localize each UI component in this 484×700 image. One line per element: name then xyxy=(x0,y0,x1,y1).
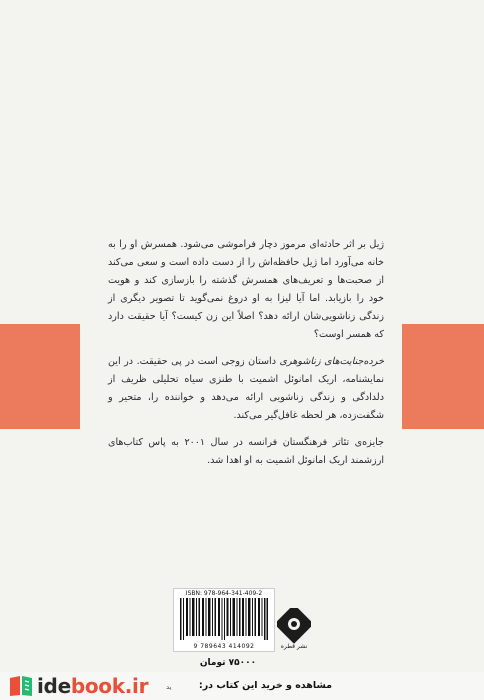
publisher-name: نشر قطره xyxy=(280,643,308,650)
barcode-digits: 9 789643 414092 xyxy=(193,643,255,650)
description-paragraph-2-text: داستان زوجی است در پی حقیقت. در این نمایشنامه، اریک امانوئل اشمیت با طنزی سیاه تحلیلی ظریف از دلدادگی و زندگی زناشویی ارائه می‌دهد و خواننده را، متحیر و شگفت‌زده، هر لحظه غافل‌گیر می‌کند. xyxy=(108,356,384,421)
book-title-inline: خرده‌جنایت‌های زناشوهری xyxy=(279,356,384,367)
site-name[interactable]: idebook.ir xyxy=(37,674,149,698)
description-paragraph-1: ژیل بر اثر حادثه‌ای مرموز دچار فراموشی می‌شود. همسرش او را به خانه می‌آورد اما ژیل حافظه‌اش را از دست داده است و سعی می‌کند از صحبت‌ها و تعریف‌های همسرش گذشته را بازسازی کند و هویت خود را بازیابد. اما آیا لیزا به او دروغ نمی‌گوید تا تصویر دیگری از زندگی زناشویی‌شان ارائه دهد؟ اصلاً این زن کیست؟ آیا حقیقت دارد که همسر اوست؟ xyxy=(108,239,384,340)
description-paragraph-2 xyxy=(108,353,384,425)
site-logo[interactable] xyxy=(8,673,148,699)
accent-band-left xyxy=(0,324,80,429)
book-icon xyxy=(8,674,34,698)
footer-cta-tail: ید xyxy=(166,683,172,691)
book-description xyxy=(108,236,384,479)
footer-cta[interactable]: مشاهده و خرید این کتاب در: xyxy=(198,680,332,691)
publisher-logo-icon xyxy=(277,608,311,650)
accent-band-right xyxy=(402,324,484,429)
isbn-label: ISBN: 978-964-341-409-2 xyxy=(185,590,263,597)
barcode xyxy=(173,588,275,652)
price-label: ۷۵۰۰۰ تومان xyxy=(199,658,257,668)
barcode-bars xyxy=(180,598,268,640)
description-paragraph-3: جایزه‌ی تئاتر فرهنگستان فرانسه در سال ۲۰۰۱ به پاس کتاب‌های ارزشمند اریک امانوئل اشمیت به او اهدا شد. xyxy=(108,437,384,466)
